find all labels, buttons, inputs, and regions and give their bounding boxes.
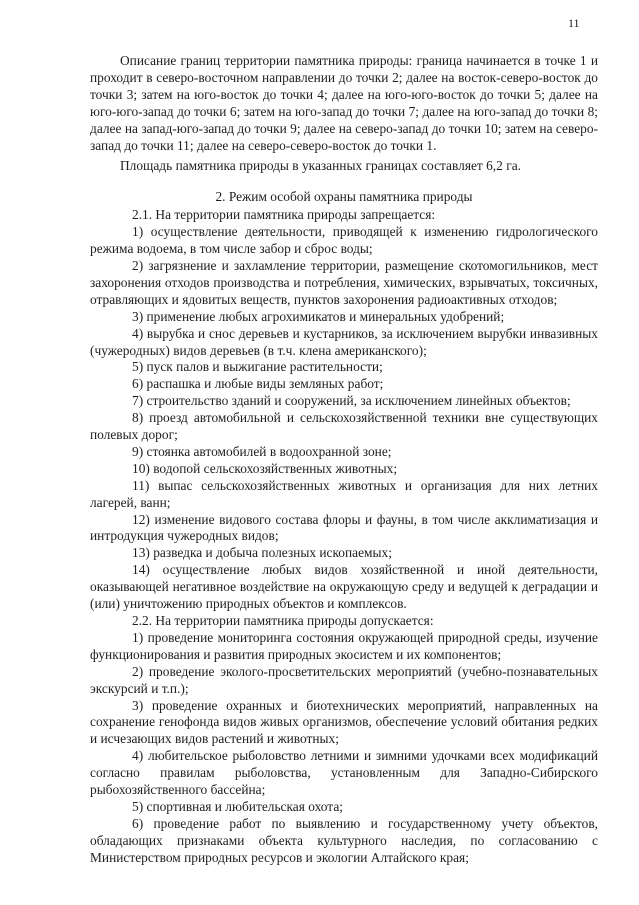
list-item: 1) осуществление деятельности, приводящей к изменению гидрологического режима водоема, в том числе забор и сброс воды; (90, 224, 598, 257)
boundaries-paragraph: Описание границ территории памятника природы: граница начинается в точке 1 и проходит в северо-восточном направлении до точки 2; далее на восток-северо-восток до точки 3; затем на юго-восток до точки 4; далее на юго-юго-восток до точки 5; далее на юго-юго-запад до точки 6; затем на юго-запад до точки 7; далее на юго-запад до точки 8; далее на запад-юго-запад до точки 9; далее на северо-запад до точки 10; затем на северо-запад до точки 11; далее на северо-северо-восток до точки 1. (90, 53, 598, 153)
list-item: 10) водопой сельскохозяйственных животных; (132, 460, 398, 476)
list-item: 1) проведение мониторинга состояния окружающей природной среды, изучение функционирования и развития природных экосистем и их компонентов; (90, 629, 598, 662)
list-item: 4) любительское рыболовство летними и зимними удочками всех модификаций согласно правилам рыболовства, установленным для Западно-Сибирского рыбохозяйственного бассейна; (90, 748, 598, 798)
list-item: 11) выпас сельскохозяйственных животных и организация для них летних лагерей, ванн; (90, 477, 598, 510)
list-item: 7) строительство зданий и сооружений, за исключением линейных объектов; (132, 393, 571, 409)
list-item: 5) спортивная и любительская охота; (132, 798, 343, 814)
permitted-list (90, 630, 598, 867)
list-item: 8) проезд автомобильной и сельскохозяйственной техники вне существующих полевых дорог; (90, 410, 598, 443)
list-item: 4) вырубка и снос деревьев и кустарников, за исключением вырубки инвазивных (чужеродных) видов деревьев (в т.ч. клена американского); (90, 325, 598, 358)
prohibited-list (90, 224, 598, 613)
permitted-heading: 2.2. На территории памятника природы допускается: (132, 613, 434, 628)
area-paragraph: Площадь памятника природы в указанных границах составляет 6,2 га. (120, 158, 521, 174)
list-item: 6) проведение работ по выявлению и государственному учету объектов, обладающих признаками объекта культурного наследия, по согласованию с Министерством природных ресурсов и экологии Алтайского края; (90, 815, 598, 865)
list-item: 3) применение любых агрохимикатов и минеральных удобрений; (132, 308, 505, 324)
list-item: 5) пуск палов и выжигание растительности; (132, 359, 383, 375)
prohibited-heading: 2.1. На территории памятника природы запрещается: (132, 207, 436, 223)
list-item: 2) проведение эколого-просветительских мероприятий (учебно-познавательных экскурсий и т.п.); (90, 663, 598, 696)
list-item: 2) загрязнение и захламление территории, размещение скотомогильников, мест захоронения отходов производства и потребления, химических, взрывчатых, токсичных, отравляющих и ядовитых веществ, пунктов захоронения радиоактивных отходов; (90, 257, 598, 307)
section-title: 2. Режим особой охраны памятника природы (215, 189, 473, 205)
list-item: 9) стоянка автомобилей в водоохранной зоне; (132, 443, 392, 459)
list-item: 12) изменение видового состава флоры и фауны, в том числе акклиматизация и интродукция чужеродных видов; (90, 511, 598, 544)
document-body (90, 53, 598, 867)
page-number: 11 (568, 16, 580, 30)
list-item: 13) разведка и добыча полезных ископаемых; (132, 545, 392, 561)
list-item: 14) осуществление любых видов хозяйственной и иной деятельности, оказывающей негативное воздействие на окружающую среду и ведущей к деградации и (или) уничтожению природных объектов и комплексов. (90, 562, 598, 612)
list-item: 3) проведение охранных и биотехнических мероприятий, направленных на сохранение генофонда видов живых организмов, обеспечение условий обитания редких и исчезающих видов растений и животных; (90, 697, 598, 747)
list-item: 6) распашка и любые виды земляных работ; (132, 376, 384, 392)
